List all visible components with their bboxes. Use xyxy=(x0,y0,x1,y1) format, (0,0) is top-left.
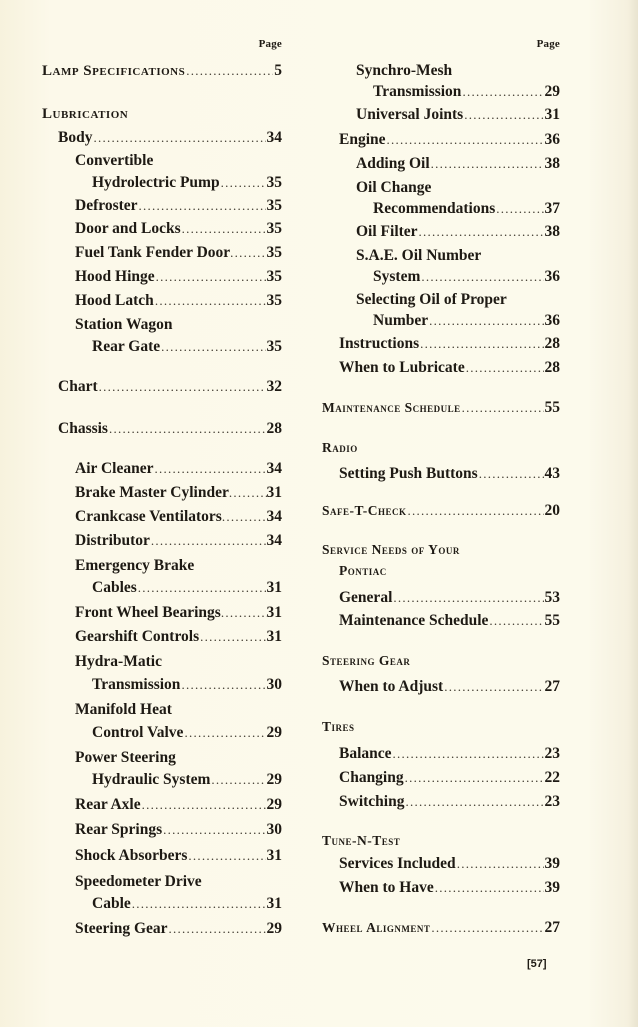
entry-page: 39 xyxy=(544,855,560,872)
index-entry xyxy=(42,674,282,696)
leader-dots xyxy=(99,376,266,398)
entry-label: Maintenance Schedule xyxy=(322,400,461,415)
entry-label: Oil Filter xyxy=(356,223,418,240)
index-entry xyxy=(322,60,560,82)
index-entry xyxy=(42,555,282,577)
entry-label: Radio xyxy=(322,440,358,455)
entry-label: Power Steering xyxy=(75,749,176,766)
index-entry xyxy=(42,314,282,336)
entry-label: Recommendations xyxy=(373,200,496,217)
leader-dots xyxy=(462,81,543,103)
entry-label: Convertible xyxy=(75,152,154,169)
leader-dots xyxy=(431,153,544,175)
index-entry xyxy=(42,458,282,480)
entry-label: Number xyxy=(373,312,429,329)
entry-page: 36 xyxy=(544,312,560,329)
leader-dots xyxy=(405,791,543,813)
entry-label: Front Wheel Bearings xyxy=(75,604,221,621)
entry-page: 35 xyxy=(266,220,282,237)
entry-page: 23 xyxy=(544,745,560,762)
index-entry xyxy=(322,397,560,419)
entry-page: 34 xyxy=(266,129,282,146)
entry-label: Tune-N-Test xyxy=(322,833,401,848)
entry-label: Door and Locks xyxy=(75,220,181,237)
leader-dots xyxy=(420,333,543,355)
leader-dots xyxy=(184,722,265,744)
entry-page: 27 xyxy=(544,919,560,936)
entry-page: 31 xyxy=(266,847,282,864)
entry-page: 35 xyxy=(266,197,282,214)
leader-dots xyxy=(163,819,265,841)
index-heading xyxy=(322,716,560,738)
entry-page: 39 xyxy=(544,879,560,896)
leader-dots xyxy=(479,463,544,485)
entry-label: Chart xyxy=(58,378,98,395)
leader-dots xyxy=(132,893,266,915)
index-entry xyxy=(42,376,282,398)
leader-dots xyxy=(151,530,266,552)
leader-dots xyxy=(221,602,267,624)
entry-label: Pontiac xyxy=(339,563,387,578)
index-entry xyxy=(42,172,282,194)
entry-page: 29 xyxy=(266,771,282,788)
index-entry xyxy=(42,506,282,528)
entry-page: 38 xyxy=(544,223,560,240)
entry-label: Body xyxy=(58,129,93,146)
entry-page: 30 xyxy=(266,821,282,838)
entry-page: 53 xyxy=(544,589,560,606)
index-entry xyxy=(42,722,282,744)
index-entry xyxy=(322,177,560,199)
index-entry xyxy=(322,676,560,698)
leader-dots xyxy=(435,877,544,899)
index-entry xyxy=(322,266,560,288)
leader-dots xyxy=(109,418,266,440)
leader-dots xyxy=(393,587,543,609)
entry-label: Chassis xyxy=(58,420,108,437)
leader-dots xyxy=(138,577,266,599)
entry-page: 31 xyxy=(266,895,282,912)
page-column-label: Page xyxy=(258,38,282,50)
entry-label: Synchro-Mesh xyxy=(356,62,453,79)
entry-label: Selecting Oil of Proper xyxy=(356,291,507,308)
entry-label: When to Lubricate xyxy=(339,359,465,376)
leader-dots xyxy=(419,221,544,243)
entry-label: Switching xyxy=(339,793,405,810)
index-entry xyxy=(42,336,282,358)
leader-dots xyxy=(457,853,544,875)
entry-page: 35 xyxy=(266,244,282,261)
entry-label: Oil Change xyxy=(356,179,432,196)
entry-label: Rear Axle xyxy=(75,796,141,813)
entry-label: System xyxy=(373,268,421,285)
entry-label: Speedometer Drive xyxy=(75,873,202,890)
index-entry xyxy=(42,819,282,841)
entry-page: 28 xyxy=(266,420,282,437)
index-entry xyxy=(322,310,560,332)
leader-dots xyxy=(230,242,266,264)
index-entry xyxy=(42,626,282,648)
index-entry xyxy=(322,198,560,220)
entry-page: 28 xyxy=(544,335,560,352)
entry-page: 23 xyxy=(544,793,560,810)
entry-page: 31 xyxy=(266,579,282,596)
entry-label: When to Adjust xyxy=(339,678,444,695)
entry-label: Maintenance Schedule xyxy=(339,612,489,629)
leader-dots xyxy=(188,845,265,867)
leader-dots xyxy=(405,767,544,789)
entry-page: 29 xyxy=(544,83,560,100)
index-entry xyxy=(322,853,560,875)
entry-label: Station Wagon xyxy=(75,316,173,333)
entry-label: Rear Springs xyxy=(75,821,163,838)
entry-label: Crankcase Ventilators xyxy=(75,508,222,525)
leader-dots xyxy=(229,482,267,504)
index-entry xyxy=(42,747,282,769)
index-entry xyxy=(42,845,282,867)
entry-page: 31 xyxy=(266,604,282,621)
entry-label: Instructions xyxy=(339,335,420,352)
entry-page: 35 xyxy=(266,174,282,191)
entry-page: 43 xyxy=(544,465,560,482)
entry-label: Control Valve xyxy=(92,724,184,741)
entry-page: 35 xyxy=(266,292,282,309)
leader-dots xyxy=(182,218,266,240)
index-entry xyxy=(42,218,282,240)
index-entry xyxy=(42,602,282,624)
index-entry xyxy=(42,577,282,599)
index-heading xyxy=(322,830,560,852)
entry-label: Lamp Specifications xyxy=(42,63,186,79)
entry-page: 31 xyxy=(544,106,560,123)
entry-page: 35 xyxy=(266,338,282,355)
entry-label: Tires xyxy=(322,719,355,734)
page-edge-shadow xyxy=(628,0,638,1027)
entry-page: 55 xyxy=(544,399,560,416)
entry-label: Emergency Brake xyxy=(75,557,195,574)
entry-label: Air Cleaner xyxy=(75,460,154,477)
index-entry xyxy=(42,769,282,791)
entry-label: Changing xyxy=(339,769,404,786)
entry-page: 32 xyxy=(266,378,282,395)
index-entry xyxy=(322,610,560,632)
entry-label: S.A.E. Oil Number xyxy=(356,247,482,264)
entry-label: Brake Master Cylinder xyxy=(75,484,229,501)
entry-page: 36 xyxy=(544,268,560,285)
entry-label: Universal Joints xyxy=(356,106,464,123)
leader-dots xyxy=(496,198,543,220)
entry-page: 34 xyxy=(266,508,282,525)
index-entry xyxy=(322,791,560,813)
entry-page: 22 xyxy=(544,769,560,786)
index-heading xyxy=(322,560,560,582)
entry-page: 30 xyxy=(266,676,282,693)
entry-page: 35 xyxy=(266,268,282,285)
entry-label: Setting Push Buttons xyxy=(339,465,478,482)
leader-dots xyxy=(408,500,544,522)
entry-label: Lubrication xyxy=(42,106,129,122)
entry-page: 36 xyxy=(544,131,560,148)
index-heading xyxy=(322,437,560,459)
entry-label: Adding Oil xyxy=(356,155,430,172)
index-entry xyxy=(322,81,560,103)
leader-dots xyxy=(393,743,544,765)
entry-page: 34 xyxy=(266,460,282,477)
index-entry xyxy=(42,290,282,312)
index-entry xyxy=(42,127,282,149)
entry-label: Balance xyxy=(339,745,392,762)
entry-label: Service Needs of Your xyxy=(322,542,460,557)
leader-dots xyxy=(156,266,266,288)
entry-label: Defroster xyxy=(75,197,138,214)
index-entry xyxy=(42,893,282,915)
index-entry xyxy=(42,918,282,940)
entry-label: Steering Gear xyxy=(322,653,411,668)
leader-dots xyxy=(221,172,266,194)
entry-page: 31 xyxy=(266,628,282,645)
entry-label: Fuel Tank Fender Door xyxy=(75,244,231,261)
entry-label: Wheel Alignment xyxy=(322,920,431,935)
entry-label: Gearshift Controls xyxy=(75,628,200,645)
entry-label: General xyxy=(339,589,393,606)
index-heading xyxy=(42,103,282,125)
index-entry xyxy=(42,871,282,893)
leader-dots xyxy=(462,397,544,419)
entry-label: Hydrolectric Pump xyxy=(92,174,220,191)
entry-label: Engine xyxy=(339,131,386,148)
entry-page: 34 xyxy=(266,532,282,549)
entry-label: Steering Gear xyxy=(75,920,168,937)
entry-label: Shock Absorbers xyxy=(75,847,188,864)
leader-dots xyxy=(466,357,544,379)
entry-label: Transmission xyxy=(92,676,181,693)
leader-dots xyxy=(489,610,543,632)
index-heading xyxy=(322,650,560,672)
index-entry xyxy=(322,587,560,609)
entry-page: 27 xyxy=(544,678,560,695)
entry-label: Safe-T-Check xyxy=(322,503,407,518)
index-entry xyxy=(42,60,282,82)
leader-dots xyxy=(421,266,543,288)
entry-label: Rear Gate xyxy=(92,338,161,355)
leader-dots xyxy=(155,290,266,312)
entry-page: 29 xyxy=(266,796,282,813)
leader-dots xyxy=(211,769,265,791)
entry-label: Hood Latch xyxy=(75,292,154,309)
leader-dots xyxy=(444,676,543,698)
index-heading xyxy=(322,539,560,561)
index-entry xyxy=(42,699,282,721)
entry-label: Distributor xyxy=(75,532,150,549)
index-entry xyxy=(42,418,282,440)
leader-dots xyxy=(200,626,265,648)
entry-label: Services Included xyxy=(339,855,456,872)
entry-page: 55 xyxy=(544,612,560,629)
leader-dots xyxy=(429,310,543,332)
index-entry xyxy=(42,651,282,673)
index-entry xyxy=(322,245,560,267)
index-entry xyxy=(322,917,560,939)
entry-label: Manifold Heat xyxy=(75,701,172,718)
entry-label: Hydra-Matic xyxy=(75,653,162,670)
entry-page: 28 xyxy=(544,359,560,376)
entry-page: 38 xyxy=(544,155,560,172)
index-entry xyxy=(322,221,560,243)
index-entry xyxy=(42,482,282,504)
index-entry xyxy=(322,463,560,485)
index-entry xyxy=(42,530,282,552)
leader-dots xyxy=(431,917,543,939)
index-entry xyxy=(42,794,282,816)
leader-dots xyxy=(142,794,266,816)
entry-page: 20 xyxy=(544,502,560,519)
entry-page: 37 xyxy=(544,200,560,217)
index-entry xyxy=(42,150,282,172)
entry-page: 31 xyxy=(266,484,282,501)
page-number-folio: [57] xyxy=(527,958,547,970)
entry-page: 29 xyxy=(266,724,282,741)
index-entry xyxy=(322,743,560,765)
index-entry xyxy=(322,767,560,789)
leader-dots xyxy=(387,129,544,151)
entry-page: 29 xyxy=(266,920,282,937)
page-column-label: Page xyxy=(536,38,560,50)
index-entry xyxy=(322,357,560,379)
entry-page: 5 xyxy=(274,62,282,79)
index-entry xyxy=(322,333,560,355)
entry-label: Cable xyxy=(92,895,131,912)
entry-label: Hydraulic System xyxy=(92,771,211,788)
index-entry xyxy=(322,104,560,126)
index-entry xyxy=(42,242,282,264)
leader-dots xyxy=(161,336,265,358)
index-entry xyxy=(42,266,282,288)
leader-dots xyxy=(222,506,267,528)
index-entry xyxy=(322,500,560,522)
entry-label: Transmission xyxy=(373,83,462,100)
leader-dots xyxy=(154,458,265,480)
index-entry xyxy=(322,289,560,311)
index-entry xyxy=(42,195,282,217)
index-entry xyxy=(322,129,560,151)
leader-dots xyxy=(169,918,266,940)
leader-dots xyxy=(464,104,543,126)
entry-label: Cables xyxy=(92,579,137,596)
entry-label: Hood Hinge xyxy=(75,268,155,285)
leader-dots xyxy=(186,60,273,82)
leader-dots xyxy=(181,674,265,696)
entry-label: When to Have xyxy=(339,879,434,896)
leader-dots xyxy=(93,127,265,149)
index-entry xyxy=(322,877,560,899)
index-entry xyxy=(322,153,560,175)
leader-dots xyxy=(139,195,266,217)
